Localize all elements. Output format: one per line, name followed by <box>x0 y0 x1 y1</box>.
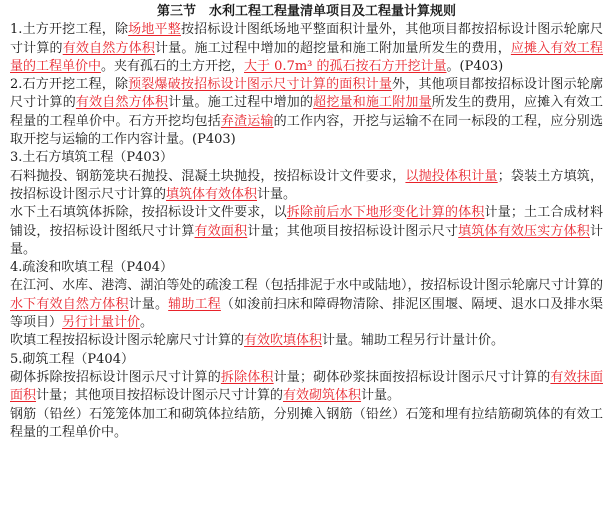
body-text: 计量。 <box>257 186 297 202</box>
highlighted-term: 大于 0.7m³ 的孤石按石方开挖计量 <box>244 58 447 74</box>
highlighted-term: 拆除体积 <box>220 369 274 385</box>
highlighted-term: 填筑体有效体积 <box>166 186 258 202</box>
body-text: 。 <box>140 315 154 331</box>
body-text: 2.石方开挖工程，除 <box>10 77 129 93</box>
body-text: 计量。 <box>361 388 401 404</box>
body-text: 计量。 <box>10 223 603 257</box>
body-text: 计量；其他项目按招标设计图示尺寸 <box>247 223 459 239</box>
body-text: 计量。辅助工程另行计量计价。 <box>322 333 505 349</box>
highlighted-term: 以抛投体积计量 <box>405 168 498 184</box>
body-text: （如浚前扫床和障碍物清除、排泥区围堰、隔埂、退水口及排水渠等项目） <box>10 296 603 331</box>
highlighted-term: 有效吹填体积 <box>244 333 323 349</box>
document-body <box>10 21 603 442</box>
highlighted-term: 另行计量计价 <box>62 315 141 331</box>
body-text: 砌体拆除按招标设计图示尺寸计算的 <box>10 369 221 385</box>
paragraph-p10 <box>10 369 603 406</box>
paragraph-p9 <box>10 351 603 369</box>
highlighted-term: 拆除前后水下地形变化计算的体积 <box>286 205 485 221</box>
highlighted-term: 有效面积 <box>194 223 248 239</box>
highlighted-term: 有效砌筑体积 <box>283 388 362 404</box>
body-text: 计量；土工合成材料铺设，按招标设计图纸尺寸计算 <box>10 205 603 239</box>
body-text: 5.砌筑工程（P404） <box>10 351 134 367</box>
body-text: 水下土石填筑体拆除，按招标设计文件要求，以 <box>10 205 287 221</box>
body-text: 外，其他项目都按招标设计图示轮廓尺寸计算的 <box>10 77 603 111</box>
highlighted-term: 有效自然方体积 <box>62 40 155 56</box>
highlighted-term: 超挖量和施工附加量 <box>313 95 432 111</box>
body-text: ；袋装土方填筑，按招标设计图示尺寸计算的 <box>10 168 603 202</box>
body-text: 1.土方开挖工程，除 <box>10 22 129 38</box>
body-text: 所发生的费用，应摊入有效工程量的工程单价中。石方开挖均包括 <box>10 95 603 129</box>
body-text: 计量。 <box>128 296 169 312</box>
body-text: 。夹有孤石的土方开挖， <box>101 58 245 74</box>
body-text: 计量；砌体砂浆抹面按招标设计图示尺寸计算的 <box>273 369 551 385</box>
highlighted-term: 预裂爆破按招标设计图示尺寸计算的面积计量 <box>128 77 393 93</box>
highlighted-term: 水下有效自然方体积 <box>10 296 129 312</box>
body-text: 石料抛投、钢筋笼块石抛投、混凝土块抛投，按招标设计文件要求， <box>10 168 406 184</box>
highlighted-term: 场地平整 <box>128 22 181 38</box>
highlighted-term: 有效抹面面积 <box>10 369 603 404</box>
highlighted-term: 辅助工程 <box>168 296 221 312</box>
body-text: 按招标设计图纸场地平整面积计量外，其他项目都按招标设计图示轮廓尺寸计算的 <box>10 22 603 56</box>
body-text: 计量。施工过程中增加的 <box>168 95 314 111</box>
body-text: 4.疏浚和吹填工程（P404） <box>10 260 173 276</box>
section-title: 第三节 水利工程工程量清单项目及工程量计算规则 <box>156 4 456 19</box>
highlighted-term: 弃渣运输 <box>220 113 274 129</box>
paragraph-p8 <box>10 332 603 350</box>
paragraph-p7 <box>10 277 603 332</box>
paragraph-p11 <box>10 406 603 443</box>
highlighted-term: 填筑体有效压实方体积 <box>458 223 590 239</box>
body-text: 计量。施工过程中增加的超挖量和施工附加量所发生的费用， <box>155 40 511 56</box>
body-text: 3.土石方填筑工程（P403） <box>10 150 173 166</box>
body-text: 。(P403) <box>446 58 504 74</box>
paragraph-p4 <box>10 168 603 205</box>
body-text: 钢筋（铅丝）石笼笼体加工和砌筑体拉结筋，分别摊入钢筋（铅丝）石笼和埋有拉结筋砌筑体的有效工程量的工程单价中。 <box>10 406 603 440</box>
paragraph-p2 <box>10 76 603 149</box>
body-text: 的工作内容，开挖与运输不在同一标段的工程，应分别选取开挖与运输的工作内容计量。(P403) <box>10 113 603 148</box>
paragraph-p5 <box>10 204 603 259</box>
body-text: 在江河、水库、港湾、湖泊等处的疏浚工程（包括排泥于水中或陆地），按招标设计图示轮廓尺寸计算的 <box>10 278 603 294</box>
paragraph-p1 <box>10 21 603 76</box>
body-text: 计量；其他项目按招标设计图示尺寸计算的 <box>36 388 284 404</box>
highlighted-term: 有效自然方体积 <box>75 95 169 111</box>
paragraph-p6 <box>10 259 603 277</box>
highlighted-term: 应摊入有效工程量的工程单价中 <box>10 40 603 74</box>
body-text: 吹填工程按招标设计图示轮廓尺寸计算的 <box>10 333 245 349</box>
paragraph-p3 <box>10 149 603 167</box>
